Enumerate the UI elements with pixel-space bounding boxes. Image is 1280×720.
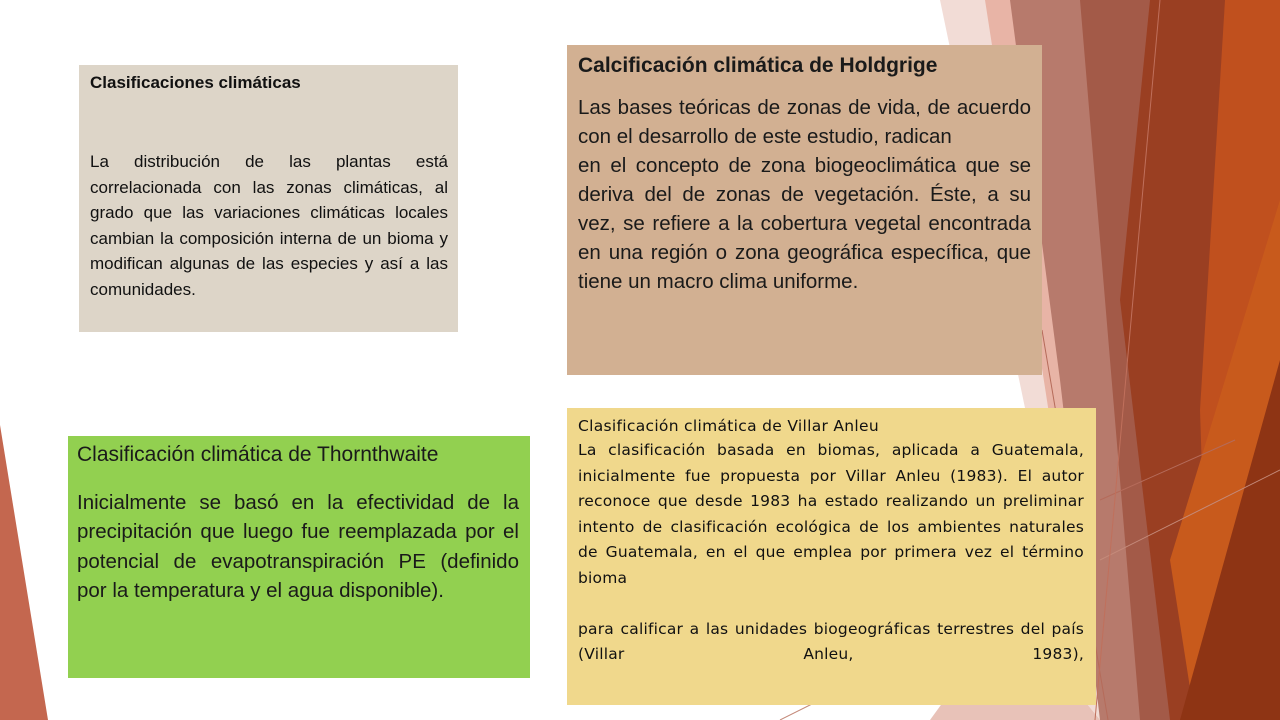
box1-title: Clasificaciones climáticas: [90, 73, 301, 92]
box-villar-anleu: [567, 408, 1096, 705]
box-clasificaciones-climaticas: [79, 65, 458, 332]
left-accent-shape: [0, 425, 48, 720]
box4-line1: La clasificación basada en biomas, aplicada a Guatemala, inicialmente fue propuesta por Villar Anleu (1983). El autor reconoce que desde 1983 ha estado realizando un preliminar intento de clasificación ecológica de los ambientes naturales de Guatemala, en el que emplea por primera vez el término bioma: [578, 441, 1084, 587]
box2-line2: en el concepto de zona biogeoclimática que se deriva del de zonas de vegetación. Éste, a su vez, se refiere a la cobertura vegetal encontrada en una región o zona geográfica específica, que tiene un macro clima uniforme.: [578, 154, 1031, 293]
box3-title: Clasificación climática de Thornthwaite: [77, 443, 439, 466]
box4-title: Clasificación climática de Villar Anleu: [578, 417, 879, 435]
box2-line1: Las bases teóricas de zonas de vida, de acuerdo con el desarrollo de este estudio, radican: [578, 96, 1031, 148]
box1-body: La distribución de las plantas está correlacionada con las zonas climáticas, al grado que las variaciones climáticas locales cambian la composición interna de un bioma y modifican algunas de las especies y así a las comunidades.: [90, 152, 448, 299]
box3-body: Inicialmente se basó en la efectividad de la precipitación que luego fue reemplazada por el potencial de evapotranspiración PE (definido por la temperatura y el agua disponible).: [77, 490, 519, 602]
box-holdridge: [567, 45, 1042, 375]
box-thornthwaite: [68, 436, 530, 678]
box2-title: Calcificación climática de Holdgrige: [578, 54, 938, 77]
box4-line2: para calificar a las unidades biogeográficas terrestres del país (Villar Anleu, 1983),: [578, 619, 1084, 663]
